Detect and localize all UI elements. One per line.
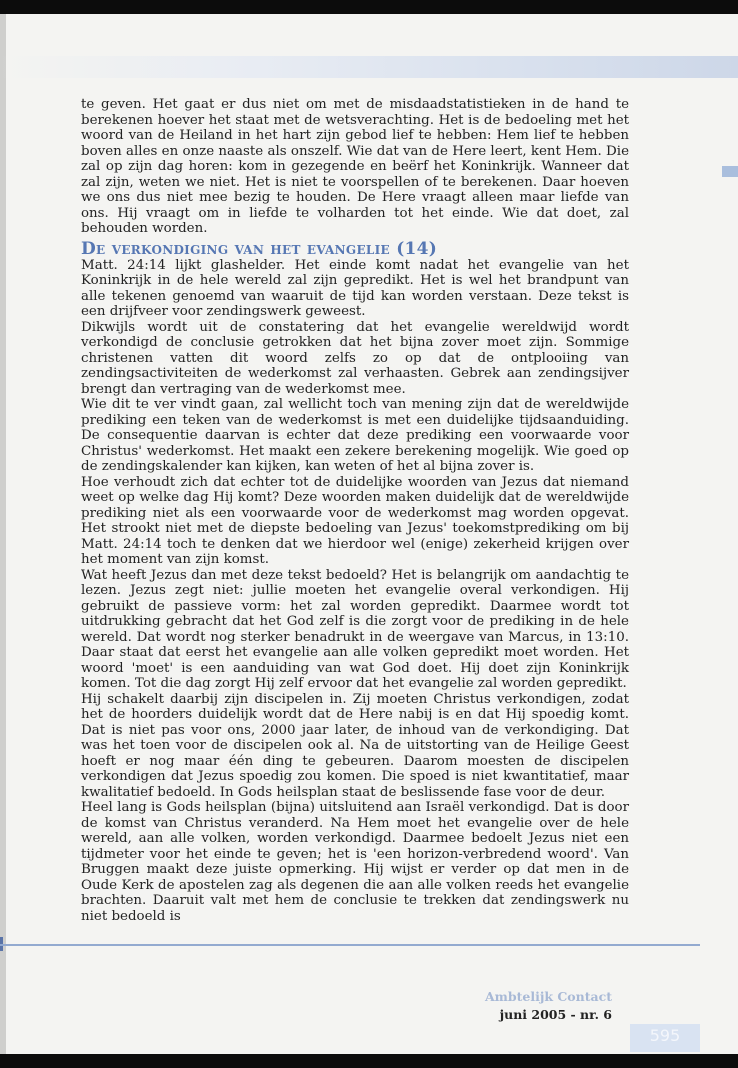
page-left-edge (0, 14, 6, 1054)
paragraph-3: Wie dit te ver vindt gaan, zal wellicht toch van mening zijn dat de wereldwijde prediking een teken van de wederkomst is met een duidelijke tijdsaanduiding. De consequentie daarvan is echter dat deze prediking een voorwaarde voor Christus' wederkomst. Het maakt een zekere berekening mogelijk. Wie goed op de zendingskalender kan kijken, kan weten of het al bijna zover is. (81, 397, 629, 474)
page-footer (485, 988, 612, 1024)
article-body (81, 97, 629, 924)
paragraph-5: Wat heeft Jezus dan met deze tekst bedoeld? Het is belangrijk om aandachtig te lezen. Jezus zegt niet: jullie moeten het evangelie overal verkondigen. Hij gebruikt de passieve vorm: het zal worden gepredikt. Daarmee wordt tot uitdrukking gebracht dat het God zelf is die zorgt voor de prediking in de hele wereld. Dat wordt nog sterker benadrukt in de weergave van Marcus, in 13:10. Daar staat dat eerst het evangelie aan alle volken gepredikt moet worden. Het woord 'moet' is een aanduiding van wat God doet. Hij doet zijn Koninkrijk komen. Tot die dag zorgt Hij zelf ervoor dat het evangelie zal worden gepredikt. (81, 567, 629, 691)
header-decorative-band (0, 56, 738, 78)
margin-marker (722, 166, 738, 177)
scan-bottom-edge (0, 1054, 738, 1068)
section-heading: De verkondiging van het evangelie (14) (81, 238, 438, 259)
page-number: 595 (649, 1026, 681, 1045)
paragraph-4: Hoe verhoudt zich dat echter tot de duidelijke woorden van Jezus dat niemand weet op welke dag Hij komt? Deze woorden maken duidelijk dat de wereldwijde prediking niet als een voorwaarde voor de wederkomst mag worden opgevat. Het strookt niet met de diepste bedoeling van Jezus' toekomstprediking om bij Matt. 24:14 toch te denken dat we hierdoor wel (enige) zekerheid krijgen over het moment van zijn komst. (81, 474, 629, 567)
intro-paragraph: te geven. Het gaat er dus niet om met de misdaadstatistieken in de hand te berekenen hoever het staat met de wetsverachting. Het is de bedoeling met het woord van de Heiland in het hart zijn gebod lief te hebben: Hem lief te hebben boven alles en onze naaste als onszelf. Wie dat van de Here leert, kent Hem. Die zal op zijn dag horen: kom in gezegende en beërf het Koninkrijk. Wanneer dat zal zijn, weten we niet. Het is niet te voorspellen of te berekenen. Daar hoeven we ons dus niet mee bezig te houden. De Here vraagt alleen maar liefde van ons. Hij vraagt om in liefde te volharden tot het einde. Wie dat doet, zal behouden worden. (81, 97, 629, 236)
scan-top-edge (0, 0, 738, 14)
paragraph-2: Dikwijls wordt uit de constatering dat het evangelie wereldwijd wordt verkondigd de conclusie getrokken dat het bijna zover moet zijn. Sommige christenen vatten dit woord zelfs zo op dat de ontplooiing van zendingsactiviteiten de wederkomst zal verhaasten. Gebrek aan zendingsijver brengt dan vertraging van de wederkomst mee. (81, 319, 629, 397)
footer-rule (0, 944, 700, 946)
page-number-box (630, 1024, 700, 1052)
paragraph-6: Hij schakelt daarbij zijn discipelen in. Zij moeten Christus verkondigen, zodat het de hoorders duidelijk wordt dat de Here nabij is en dat Hij spoedig komt. Dat is niet pas voor ons, 2000 jaar later, de inhoud van de verkondiging. Dat was het toen voor de discipelen ook al. Na de uitstorting van de Heilige Geest hoeft er nog maar één ding te gebeuren. Daarom moesten de discipelen verkondigen dat Jezus spoedig zou komen. Die spoed is niet kwantitatief, maar kwalitatief bedoeld. In Gods heilsplan staat de beslissende fase voor de deur. (81, 691, 629, 800)
paragraph-7: Heel lang is Gods heilsplan (bijna) uitsluitend aan Israël verkondigd. Dat is door de komst van Christus veranderd. Na Hem moet het evangelie over de hele wereld, aan alle volken, worden verkondigd. Daarmee bedoelt Jezus niet een tijdmeter voor het einde te geven; het is 'een horizon-verbredend woord'. Van Bruggen maakt deze juiste opmerking. Hij wijst er verder op dat men in de Oude Kerk de apostelen zag als degenen die aan alle volken reeds het evangelie brachten. Daaruit valt met hem de conclusie te trekken dat zendingswerk nu niet bedoeld is (81, 800, 629, 924)
magazine-title: Ambtelijk Contact (484, 989, 612, 1004)
paragraph-1: Matt. 24:14 lijkt glashelder. Het einde komt nadat het evangelie van het Koninkrijk in de hele wereld zal zijn gepredikt. Het is wel het brandpunt van alle tekenen genoemd van waaruit de tijd kan worden verstaan. Deze tekst is een drijfveer voor zendingswerk geweest. (81, 257, 629, 319)
issue-info: juni 2005 - nr. 6 (499, 1007, 612, 1022)
